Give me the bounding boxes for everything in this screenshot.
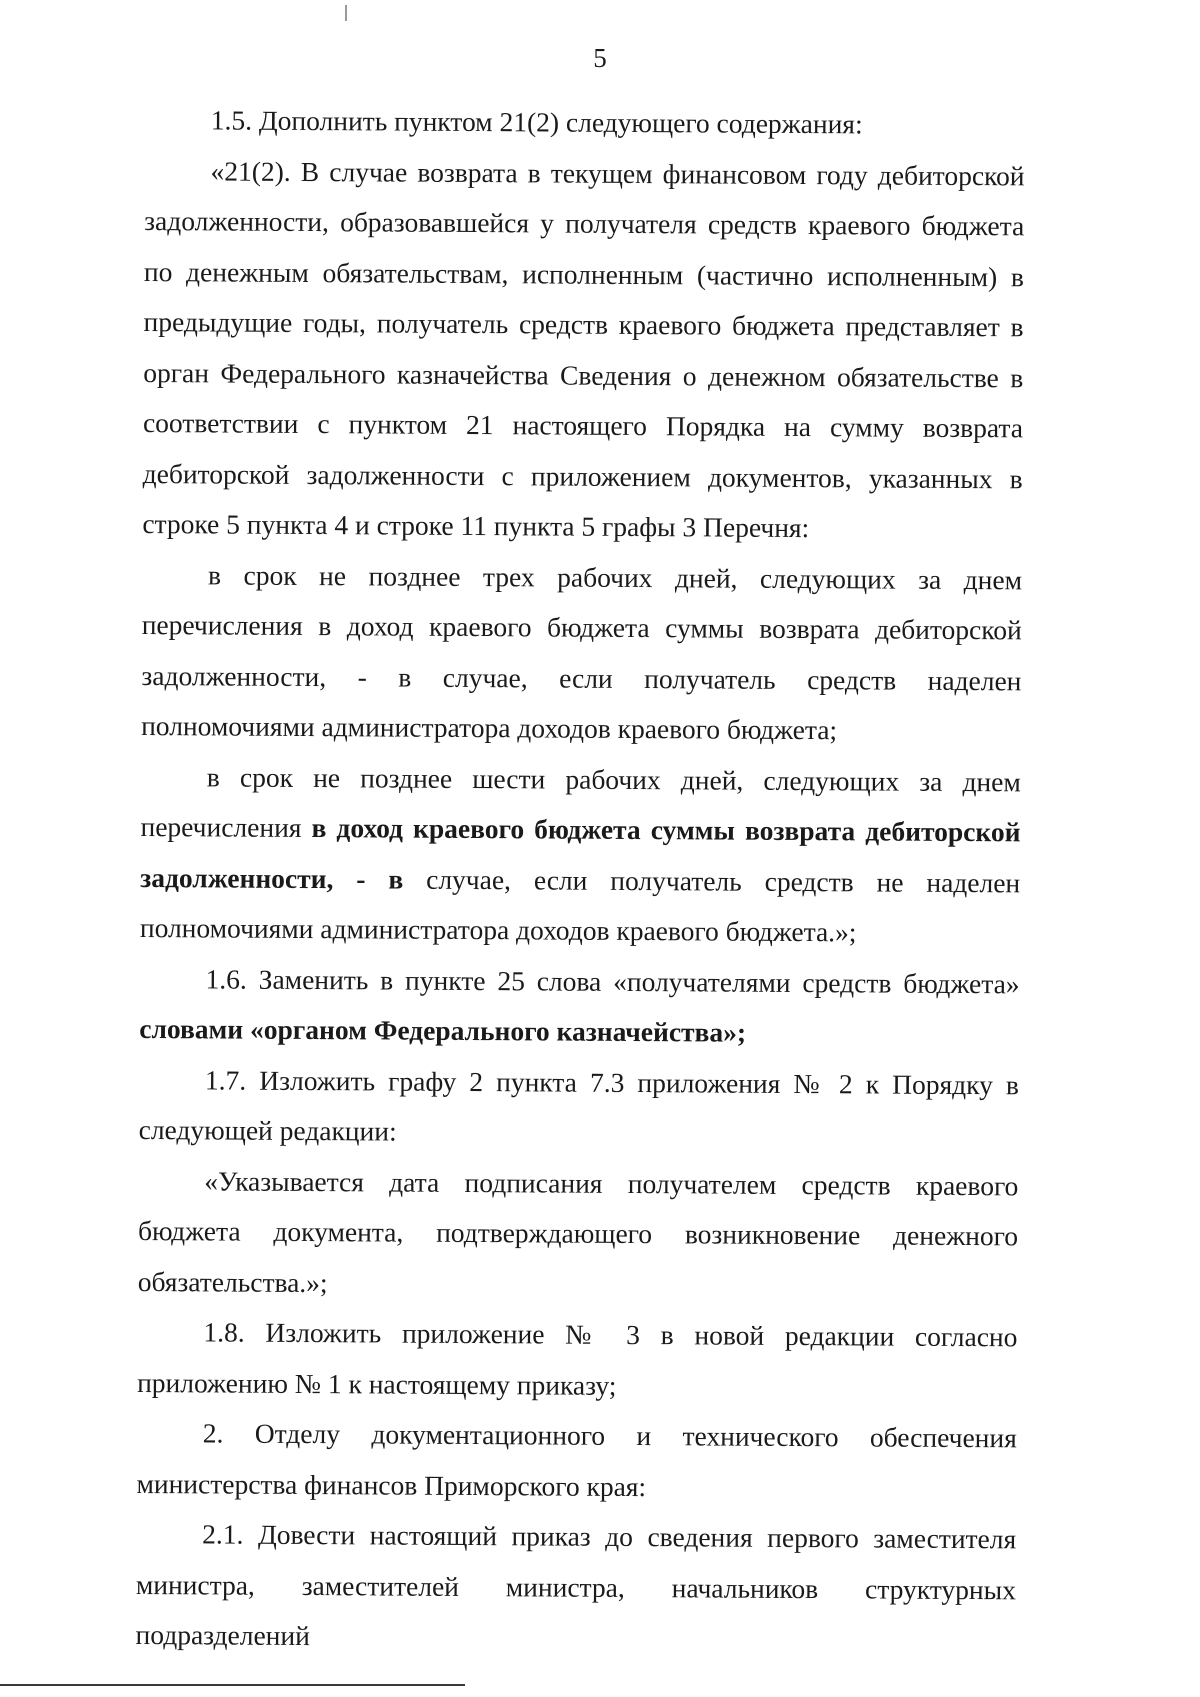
- paragraph-1-7: 1.7. Изложить графу 2 пункта 7.3 приложения № 2 к Порядку в следующей редакции:: [138, 1063, 1020, 1147]
- paragraph-1-5: 1.5. Дополнить пунктом 21(2) следующего содержания:: [210, 104, 863, 140]
- paragraph-six-days-lead: в срок не позднее шести рабочих дней, следующих за днем перечисления: [140, 760, 1021, 844]
- paragraph-1-6-lead: 1.6. Заменить в пункте 25 слова «получателями средств бюджета»: [205, 962, 1020, 999]
- paragraph-21-2-quote: «21(2). В случае возврата в текущем финансовом году дебиторской задолженности, образовавшейся у получателя средств краевого бюджета по денежным обязательствам, исполненным (частично исполненным) в предыдущие годы, получатель средств краевого бюджета представляет в орган Федерального казначейства Сведения о денежном обязательстве в соответствии с пунктом 21 настоящего Порядка на сумму возврата дебиторской задолженности с приложением документов, указанных в строке 5 пункта 4 и строке 11 пункта 5 графы 3 Перечня:: [142, 154, 1025, 544]
- paragraph-six-days-bold: в доход краевого бюджета суммы возврата дебиторской задолженности, - в: [140, 812, 1021, 895]
- document-body: [135, 95, 1025, 1666]
- paragraph-1-6: [139, 953, 1020, 1059]
- page-number: 5: [593, 43, 607, 73]
- scan-artifact-line: [0, 1684, 465, 1686]
- paragraph-2-1: 2.1. Довести настоящий приказ до сведения первого заместителя министра, заместителей министра, начальников структурных подразделений: [135, 1518, 1017, 1652]
- paragraph-2: 2. Отделу документационного и технического обеспечения министерства финансов Приморского края:: [136, 1417, 1017, 1502]
- scan-artifact-mark: [345, 5, 347, 21]
- paragraph-1-7-quote: «Указывается дата подписания получателем средств краевого бюджета документа, подтверждающего возникновение денежного обязательства.»;: [137, 1164, 1019, 1298]
- paragraph-three-days: в срок не позднее трех рабочих дней, следующих за днем перечисления в доход краевого бюджета суммы возврата дебиторской задолженности, - в случае, если получатель средств наделен полномочиями администратора доходов краевого бюджета;: [141, 558, 1023, 746]
- paragraph-1-6-bold: словами «органом Федерального казначейства»;: [139, 1012, 747, 1048]
- paragraph-six-days-tail: случае, если получатель средств не наделен полномочиями администратора доходов краевого бюджета.»;: [139, 863, 1021, 948]
- paragraph-six-days: [140, 751, 1021, 958]
- paragraph-1-8: 1.8. Изложить приложение № 3 в новой редакции согласно приложению № 1 к настоящему приказу;: [137, 1316, 1018, 1401]
